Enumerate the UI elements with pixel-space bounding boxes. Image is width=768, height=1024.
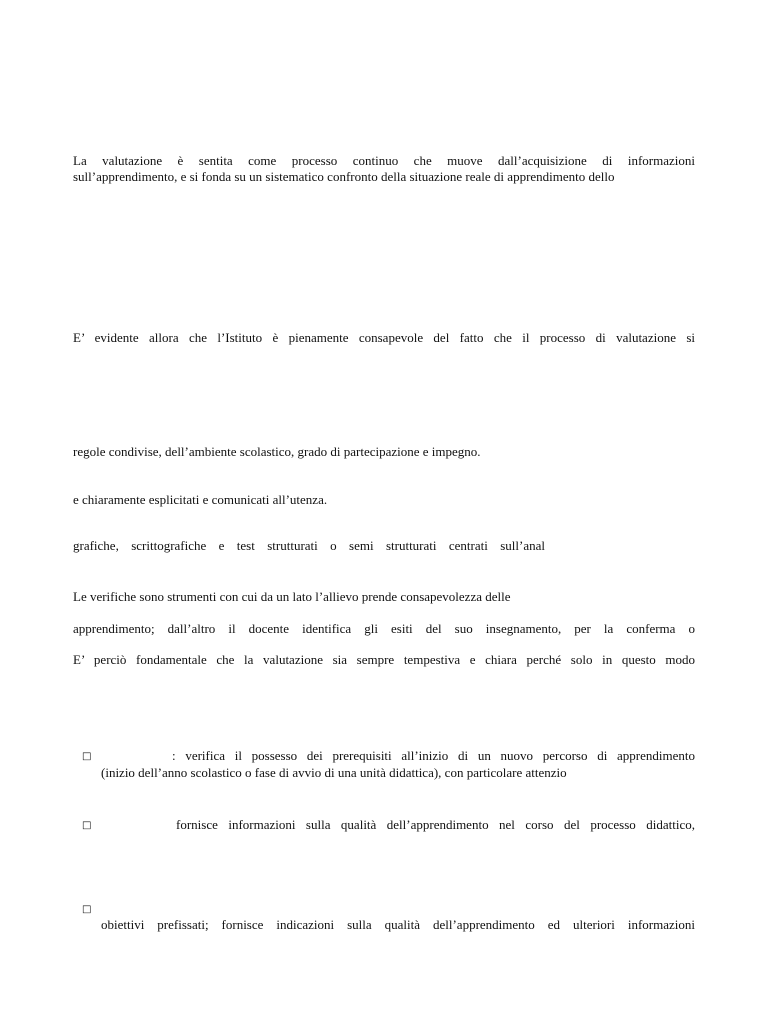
bullet-diagnostica-marker: □ — [82, 751, 92, 762]
bullet-sommativa-marker: □ — [82, 904, 92, 915]
paragraph-tempestiva-line-1: E’ perciò fondamentale che la valutazione sia sempre tempestiva e chiara perché solo in questo modo — [73, 652, 695, 667]
bullet-diagnostica-line-2: (inizio dell’anno scolastico o fase di avvio di una unità didattica), con particolare attenzio — [101, 765, 567, 780]
bullet-formativa-marker: □ — [82, 820, 92, 831]
bullet-sommativa-line-1: obiettivi prefissati; fornisce indicazioni sulla qualità dell’apprendimento ed ulteriori informazioni — [101, 917, 695, 932]
paragraph-verifiche-line-1: Le verifiche sono strumenti con cui da un lato l’allievo prende consapevolezza delle — [73, 589, 511, 604]
paragraph-criteri-line-1: e chiaramente esplicitati e comunicati all’utenza. — [73, 492, 328, 507]
paragraph-istituto-line-1: E’ evidente allora che l’Istituto è pienamente consapevole del fatto che il processo di valutazione si — [73, 330, 695, 345]
paragraph-prove-line-1: grafiche, scrittografiche e test strutturati o semi strutturati centrati sull’anal — [73, 538, 545, 553]
paragraph-valutazione-line-2: sull’apprendimento, e si fonda su un sistematico confronto della situazione reale di apprendimento dello — [73, 169, 615, 184]
paragraph-regole-line-1: regole condivise, dell’ambiente scolastico, grado di partecipazione e impegno. — [73, 444, 481, 459]
bullet-formativa-line-1: fornisce informazioni sulla qualità dell’apprendimento nel corso del processo didattico, — [176, 817, 695, 832]
paragraph-verifiche-line-2: apprendimento; dall’altro il docente identifica gli esiti del suo insegnamento, per la conferma o — [73, 621, 695, 636]
bullet-diagnostica-line-1: : verifica il possesso dei prerequisiti all’inizio di un nuovo percorso di apprendimento — [172, 748, 695, 763]
paragraph-valutazione-line-1: La valutazione è sentita come processo continuo che muove dall’acquisizione di informazioni — [73, 153, 695, 168]
